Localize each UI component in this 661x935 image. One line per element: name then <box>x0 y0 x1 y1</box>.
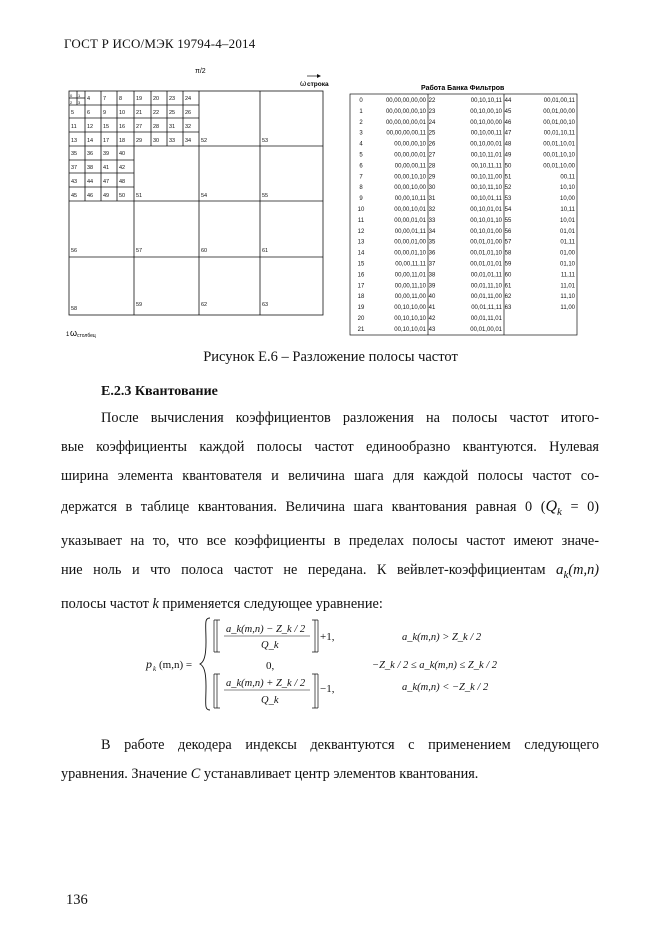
bank-index: 46 <box>504 119 512 126</box>
bank-code: 00,10,00,00 <box>470 119 502 126</box>
bank-index: 9 <box>359 196 363 203</box>
bank-code: 00,00,01,01 <box>394 217 426 224</box>
bank-index: 60 <box>504 272 512 279</box>
bank-index: 42 <box>428 316 436 322</box>
bank-code: 00,01,10,10 <box>543 152 575 159</box>
section-heading: Е.2.3 Квантование <box>101 384 218 399</box>
svg-text:54: 54 <box>201 193 208 199</box>
bank-index: 48 <box>504 141 512 148</box>
svg-text:24: 24 <box>185 96 192 102</box>
axis-pi-label: π/2 <box>195 68 206 75</box>
svg-text:34: 34 <box>185 138 192 144</box>
svg-text:60: 60 <box>201 248 208 254</box>
svg-text:22: 22 <box>153 110 160 116</box>
quantization-formula <box>140 612 540 718</box>
svg-text:32: 32 <box>185 124 192 130</box>
svg-text:+1,: +1, <box>320 631 335 643</box>
svg-text:a_k(m,n) > Z_k / 2: a_k(m,n) > Z_k / 2 <box>402 632 482 643</box>
svg-text:5: 5 <box>71 110 75 116</box>
svg-text:30: 30 <box>153 138 160 144</box>
svg-text:19: 19 <box>136 96 143 102</box>
bank-code: 11,11 <box>560 272 575 279</box>
bank-code: 01,10 <box>559 261 575 268</box>
bank-code: 10,10 <box>559 185 575 192</box>
bank-code: 00,01,00,01 <box>470 326 502 333</box>
svg-text:41: 41 <box>103 165 110 171</box>
svg-text:9: 9 <box>103 110 107 116</box>
bank-code: 00,00,00,00,10 <box>385 108 426 115</box>
svg-text:6: 6 <box>87 110 91 116</box>
bank-index: 7 <box>359 174 363 181</box>
bank-code: 00,00,10,11 <box>394 196 426 203</box>
svg-text:43: 43 <box>71 179 78 185</box>
bank-index: 26 <box>428 141 436 148</box>
bank-index: 50 <box>504 163 512 170</box>
svg-text:Q_k: Q_k <box>261 640 279 651</box>
bank-index: 55 <box>504 217 512 224</box>
bank-index: 3 <box>359 130 363 137</box>
bank-index: 12 <box>357 228 365 235</box>
bank-index: 10 <box>357 207 365 213</box>
bank-code: 00,01,01,10 <box>470 250 502 257</box>
bank-index: 30 <box>428 185 436 192</box>
bank-code: 01,11 <box>560 239 575 246</box>
svg-text:−Z_k / 2 ≤ a_k(m,n) ≤ Z_k / 2: −Z_k / 2 ≤ a_k(m,n) ≤ Z_k / 2 <box>372 660 498 671</box>
bank-index: 39 <box>428 283 436 290</box>
bank-index: 18 <box>357 294 365 301</box>
bank-code: 00,10,01,00 <box>470 228 502 235</box>
svg-text:61: 61 <box>262 248 269 254</box>
svg-text:1: 1 <box>78 93 81 98</box>
svg-text:48: 48 <box>119 179 126 185</box>
bank-code: 11,01 <box>560 283 575 290</box>
bank-code: 00,00,00,00,01 <box>385 119 426 126</box>
bank-index: 37 <box>428 261 436 268</box>
bank-index: 28 <box>428 163 436 170</box>
svg-text:−1,: −1, <box>320 683 335 695</box>
svg-text:13: 13 <box>71 138 78 144</box>
bank-index: 25 <box>428 130 436 137</box>
svg-text:25: 25 <box>169 110 176 116</box>
svg-text:3: 3 <box>78 100 81 105</box>
svg-text:11: 11 <box>71 124 77 130</box>
bank-index: 62 <box>504 294 512 301</box>
bank-code: 00,00,10,01 <box>394 207 426 213</box>
bank-index: 21 <box>357 326 365 333</box>
svg-text:38: 38 <box>87 165 94 171</box>
svg-text:53: 53 <box>262 138 269 144</box>
bank-index: 0 <box>359 98 363 104</box>
bank-code: 00,00,01,11 <box>394 228 426 235</box>
bank-code: 00,10,11,10 <box>470 185 502 192</box>
bank-code: 00,00,11,11 <box>395 261 426 268</box>
figure-caption: Рисунок Е.6 – Разложение полосы частот <box>203 349 458 365</box>
bank-code: 00,00,01,00 <box>394 239 426 246</box>
bank-index: 8 <box>359 185 363 192</box>
bank-index: 5 <box>359 152 363 159</box>
bank-code: 00,01,01,00 <box>470 239 502 246</box>
bank-index: 61 <box>504 283 512 290</box>
bank-code: 00,00,00,00,00 <box>385 98 426 104</box>
bank-index: 45 <box>504 108 512 115</box>
bank-code: 00,01,01,11 <box>470 272 502 279</box>
bank-code: 00,01,00,11 <box>543 98 575 104</box>
svg-text:18: 18 <box>119 138 126 144</box>
bank-code: 00,00,10,10 <box>394 174 426 181</box>
bank-code: 00,10,10,01 <box>394 326 426 333</box>
bank-index: 2 <box>359 119 363 126</box>
bank-code: 10,11 <box>560 207 575 213</box>
bank-code: 00,10,00,10 <box>470 108 502 115</box>
svg-text:8: 8 <box>119 96 123 102</box>
bank-code: 00,00,00,00,11 <box>386 130 426 137</box>
svg-text:45: 45 <box>71 193 78 199</box>
bank-code: 00,01,00,00 <box>543 108 575 115</box>
svg-text:44: 44 <box>87 179 94 185</box>
bank-index: 47 <box>504 130 512 137</box>
page-number: 136 <box>66 892 88 908</box>
bank-index: 32 <box>428 207 436 213</box>
bank-index: 34 <box>428 228 436 235</box>
bank-index: 33 <box>428 217 436 224</box>
bank-index: 63 <box>504 305 512 312</box>
svg-text:16: 16 <box>119 124 126 130</box>
svg-text:57: 57 <box>136 248 143 254</box>
svg-text:17: 17 <box>103 138 110 144</box>
svg-text:20: 20 <box>153 96 160 102</box>
svg-text:a_k(m,n) < −Z_k / 2: a_k(m,n) < −Z_k / 2 <box>402 682 489 693</box>
bank-code: 00,01,11,00 <box>470 294 502 301</box>
bank-index: 44 <box>504 98 512 104</box>
bank-code: 00,00,00,10 <box>394 141 426 148</box>
bank-code: 00,10,10,10 <box>394 316 426 322</box>
svg-text:36: 36 <box>87 151 94 157</box>
svg-text:62: 62 <box>201 302 208 308</box>
svg-text:51: 51 <box>136 193 143 199</box>
bank-code: 00,00,11,10 <box>394 283 426 290</box>
svg-text:63: 63 <box>262 302 269 308</box>
svg-text:49: 49 <box>103 193 110 199</box>
bank-code: 00,00,01,10 <box>394 250 426 257</box>
bank-code: 01,00 <box>559 250 575 257</box>
bank-code: 00,00,11,01 <box>394 272 426 279</box>
svg-text:46: 46 <box>87 193 94 199</box>
bank-index: 57 <box>504 239 512 246</box>
bank-index: 1 <box>359 108 363 115</box>
svg-text:37: 37 <box>71 165 78 171</box>
svg-text:1: 1 <box>66 332 70 338</box>
bank-index: 36 <box>428 250 436 257</box>
bank-index: 29 <box>428 174 436 181</box>
subband-decomposition-figure <box>66 66 606 341</box>
svg-text:a_k(m,n) + Z_k / 2: a_k(m,n) + Z_k / 2 <box>226 678 306 689</box>
bank-code: 00,01,11,01 <box>470 316 502 322</box>
bank-code: 00,01,00,10 <box>543 119 575 126</box>
svg-text:14: 14 <box>87 138 94 144</box>
bank-index: 15 <box>357 261 365 268</box>
bank-index: 4 <box>359 141 363 148</box>
bank-code: 11,10 <box>560 294 575 301</box>
bank-code: 00,01,11,10 <box>470 283 502 290</box>
bank-index: 17 <box>357 283 365 290</box>
svg-text:33: 33 <box>169 138 176 144</box>
svg-text:29: 29 <box>136 138 143 144</box>
bank-title: Работа Банка Фильтров <box>421 85 505 92</box>
svg-text:0: 0 <box>70 93 73 98</box>
svg-text:k: k <box>153 665 157 673</box>
svg-text:50: 50 <box>119 193 126 199</box>
svg-text:0,: 0, <box>266 660 275 672</box>
svg-text:52: 52 <box>201 138 208 144</box>
bank-index: 22 <box>428 98 436 104</box>
svg-text:39: 39 <box>103 151 110 157</box>
bank-code: 00,10,00,01 <box>470 141 502 148</box>
bank-code: 10,00 <box>559 196 575 203</box>
bank-code: 00,01,01,01 <box>470 261 502 268</box>
bank-index: 41 <box>428 305 436 312</box>
bank-index: 24 <box>428 119 436 126</box>
bank-code: 01,01 <box>559 228 575 235</box>
bank-index: 35 <box>428 239 436 246</box>
bank-index: 14 <box>357 250 365 257</box>
svg-text:21: 21 <box>136 110 143 116</box>
svg-text:10: 10 <box>119 110 126 116</box>
bank-code: 00,01,10,11 <box>543 130 575 137</box>
bank-index: 20 <box>357 316 365 322</box>
svg-text:p: p <box>146 657 152 671</box>
svg-text:12: 12 <box>87 124 94 130</box>
bank-index: 49 <box>504 152 512 159</box>
bank-index: 11 <box>357 217 365 224</box>
bank-code: 00,00,00,01 <box>394 152 426 159</box>
bank-code: 00,00,11,00 <box>394 294 426 301</box>
page-header: ГОСТ Р ИСО/МЭК 19794-4–2014 <box>64 36 256 51</box>
svg-text:55: 55 <box>262 193 269 199</box>
bank-code: 00,01,10,01 <box>543 141 575 148</box>
bank-index: 31 <box>428 196 436 203</box>
bank-code: 00,00,00,11 <box>394 163 426 170</box>
svg-text:47: 47 <box>103 179 110 185</box>
bank-code: 11,00 <box>560 305 575 312</box>
svg-text:59: 59 <box>136 302 143 308</box>
bank-code: 00,01,10,00 <box>543 163 575 170</box>
bank-index: 6 <box>359 163 363 170</box>
bank-index: 56 <box>504 228 512 235</box>
bank-index: 54 <box>504 207 512 213</box>
axis-row-label: строка <box>307 81 329 88</box>
bank-index: 58 <box>504 250 512 257</box>
svg-text:15: 15 <box>103 124 110 130</box>
svg-text:Q_k: Q_k <box>261 695 279 706</box>
bank-index: 43 <box>428 326 436 333</box>
bank-index: 13 <box>357 239 365 246</box>
bank-code: 00,10,01,10 <box>470 217 502 224</box>
svg-text:28: 28 <box>153 124 160 130</box>
svg-text:58: 58 <box>71 306 78 312</box>
bank-code: 00,10,11,00 <box>470 174 502 181</box>
bank-code: 00,10,00,11 <box>470 130 502 137</box>
svg-text:7: 7 <box>103 96 107 102</box>
bank-index: 59 <box>504 261 512 268</box>
bank-code: 00,10,10,00 <box>394 305 426 312</box>
bank-code: 00,10,10,11 <box>470 98 502 104</box>
bank-code: 00,00,10,00 <box>394 185 426 192</box>
bank-code: 00,10,01,01 <box>470 207 502 213</box>
bank-code: 10,01 <box>559 217 575 224</box>
bank-code: 00,11 <box>560 174 575 181</box>
bank-index: 38 <box>428 272 436 279</box>
bank-index: 27 <box>428 152 436 159</box>
paragraph-2: В работе декодера индексы деквантуются с применением следующего уравнения. Значение C устанавливает центр элементов квантования. <box>61 737 599 783</box>
paragraph-1: После вычисления коэффициентов разложения на полосы частот итого- вые коэффициенты каждой полосы частот единообразно квантуются. Нулевая ширина элемента квантователя и величина шага для каждой полосы частот со- держатся в таблице квантования. Величина шага квантования равная 0 $(Q_k = 0)$ указывает на то, что все коэффициенты в пределах полосы частот имеют значе- ние ноль и что полоса частот не передана. К вейвлет-коэффициентам $a_k(m,n)$ полосы частот k применяется следующее уравнение: <box>61 410 599 613</box>
bank-index: 53 <box>504 196 512 203</box>
bank-code: 00,10,11,01 <box>470 152 502 159</box>
svg-text:ω: ω <box>70 328 78 338</box>
bank-index: 23 <box>428 108 436 115</box>
bank-index: 19 <box>357 305 365 312</box>
svg-text:4: 4 <box>87 96 91 102</box>
axis-omega-row: ω <box>300 79 307 88</box>
svg-text:2: 2 <box>70 100 73 105</box>
svg-text:a_k(m,n) − Z_k / 2: a_k(m,n) − Z_k / 2 <box>226 624 306 635</box>
svg-text:42: 42 <box>119 165 126 171</box>
bank-code: 00,01,11,11 <box>471 305 502 312</box>
svg-text:столбец: столбец <box>77 333 96 339</box>
svg-text:(m,n) =: (m,n) = <box>159 659 193 671</box>
bank-index: 52 <box>504 185 512 192</box>
svg-text:27: 27 <box>136 124 143 130</box>
bank-index: 51 <box>504 174 512 181</box>
svg-text:26: 26 <box>185 110 192 116</box>
bank-code: 00,10,11,11 <box>471 163 502 170</box>
svg-text:23: 23 <box>169 96 176 102</box>
svg-text:35: 35 <box>71 151 78 157</box>
bank-code: 00,10,01,11 <box>470 196 502 203</box>
svg-text:40: 40 <box>119 151 126 157</box>
svg-text:56: 56 <box>71 248 78 254</box>
bank-index: 40 <box>428 294 436 301</box>
bank-index: 16 <box>357 272 365 279</box>
svg-text:31: 31 <box>169 124 176 130</box>
